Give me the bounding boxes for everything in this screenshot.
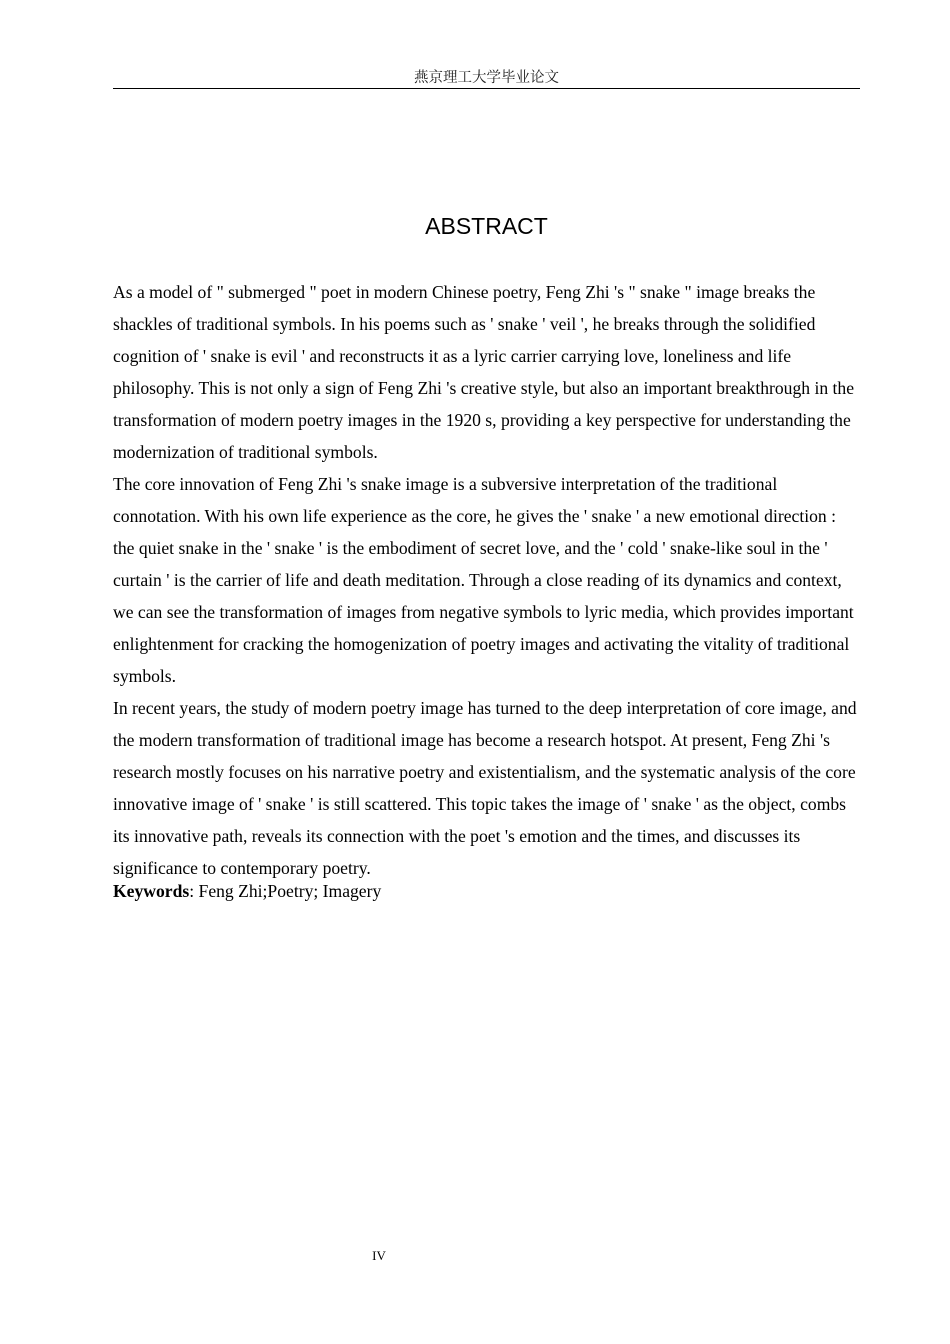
keywords-label: Keywords [113,881,190,901]
abstract-paragraph-3: In recent years, the study of modern poetry image has turned to the deep interpretation of core image, and the modern transformation of traditional image has become a research hotspot. At present, Feng Zhi 's research mostly focuses on his narrative poetry and existentialism, and the systematic analysis of the core innovative image of ' snake ' is still scattered. This topic takes the image of ' snake ' as the object, combs its innovative path, reveals its connection with the poet 's emotion and the times, and discusses its significance to contemporary poetry. [113,698,857,878]
page-number: IV [372,1248,386,1263]
running-header: 燕京理工大学毕业论文 [113,68,860,89]
keywords-value: Feng Zhi;Poetry; Imagery [198,881,382,901]
abstract-body [113,276,860,884]
abstract-paragraph-1: As a model of " submerged " poet in modern Chinese poetry, Feng Zhi 's " snake " image breaks the shackles of traditional symbols. In his poems such as ' snake ' veil ', he breaks through the solidified cognition of ' snake is evil ' and reconstructs it as a lyric carrier carrying love, loneliness and life philosophy. This is not only a sign of Feng Zhi 's creative style, but also an important breakthrough in the transformation of modern poetry images in the 1920 s, providing a key perspective for understanding the modernization of traditional symbols. [113,282,855,462]
abstract-paragraph-2: The core innovation of Feng Zhi 's snake image is a subversive interpretation of the traditional connotation. With his own life experience as the core, he gives the ' snake ' a new emotional direction : the quiet snake in the ' snake ' is the embodiment of secret love, and the ' cold ' snake-like soul in the ' curtain ' is the carrier of life and death meditation. Through a close reading of its dynamics and context, we can see the transformation of images from negative symbols to lyric media, which provides important enlightenment for cracking the homogenization of poetry images and activating the vitality of traditional symbols. [113,474,854,686]
abstract-title: ABSTRACT [425,213,548,239]
keywords-line [113,877,860,905]
keywords-separator: : [189,881,199,901]
